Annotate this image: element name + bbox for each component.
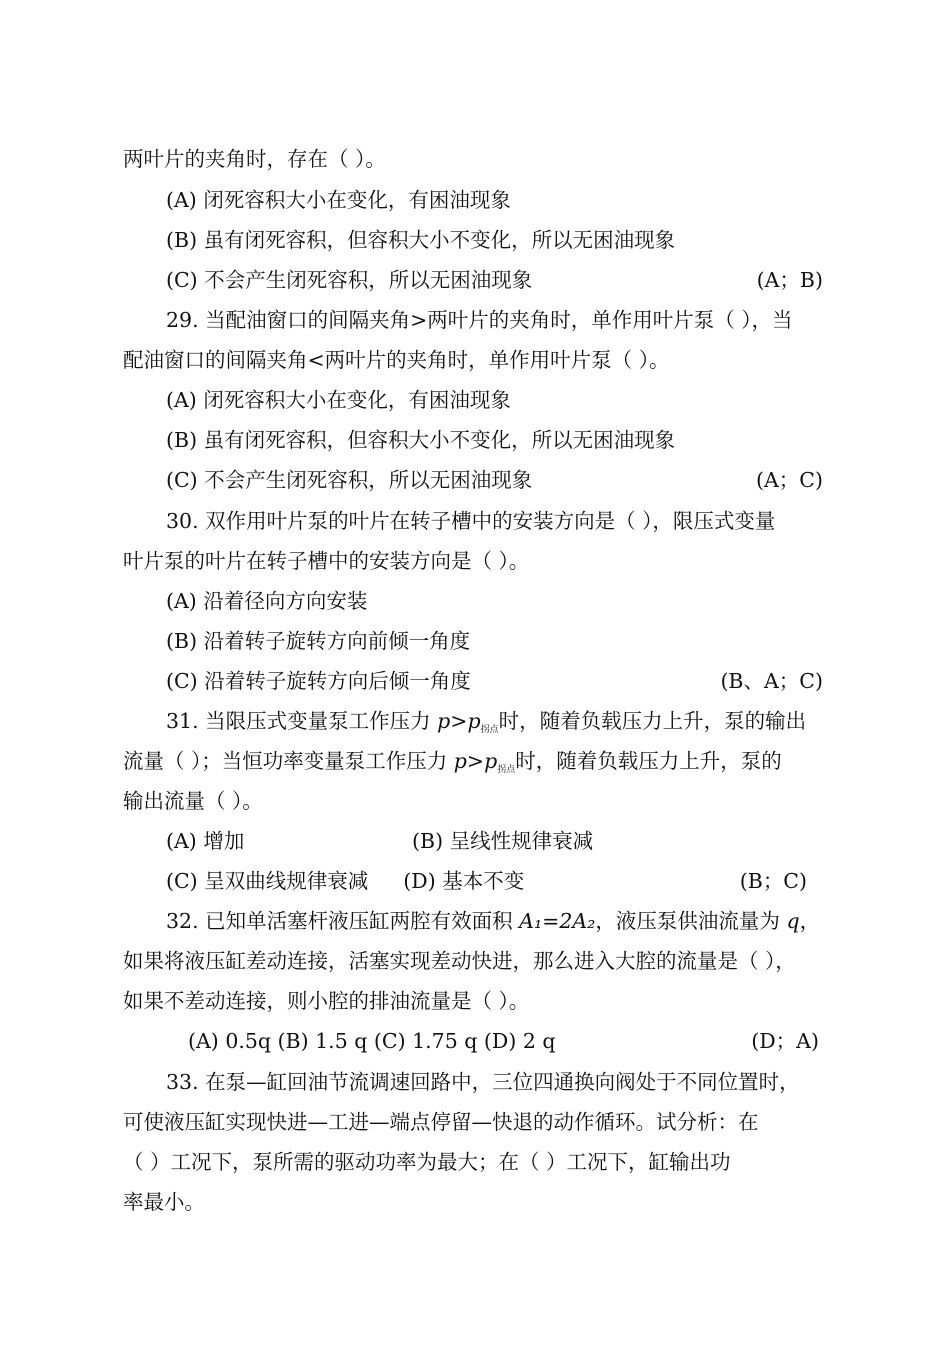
- q31-stem-line-3: 输出流量（ ）。: [123, 789, 263, 813]
- q32-text-1: 32. 已知单活塞杆液压缸两腔有效面积: [166, 909, 520, 933]
- q31-option-b: (B) 呈线性规律衰减: [412, 829, 594, 853]
- q31-formula-1: p>p: [437, 709, 481, 733]
- q29-option-a: (A) 闭死容积大小在变化，有困油现象: [166, 388, 511, 412]
- q29-stem-line-2: 配油窗口的间隔夹角<两叶片的夹角时，单作用叶片泵（ ）。: [123, 348, 670, 372]
- q31-options-row-1: [166, 821, 863, 861]
- q32-text-3: ，: [799, 909, 821, 933]
- q32-flow-symbol: q: [786, 909, 800, 933]
- q33-stem-line-1: 33. 在泵—缸回油节流调速回路中，三位四通换向阀处于不同位置时，: [166, 1070, 800, 1094]
- q31-formula-2: p>p: [453, 749, 498, 773]
- q28-option-c: (C) 不会产生闭死容积，所以无困油现象: [166, 268, 533, 292]
- q28-option-c-row: [166, 260, 863, 300]
- q30-stem-line-2: 叶片泵的叶片在转子槽中的安装方向是（ ）。: [123, 549, 530, 573]
- q31-stem-line-1: [166, 701, 863, 741]
- q30-option-c: (C) 沿着转子旋转方向后倾一角度: [166, 669, 471, 693]
- q32-stem-line-3: 如果不差动连接，则小腔的排油流量是（ ）。: [123, 989, 530, 1013]
- q28-answer: (A；B): [756, 268, 823, 292]
- q31-subscript-1: 拐点: [480, 725, 499, 735]
- q32-answer: (D；A): [751, 1029, 819, 1053]
- q30-stem-line-1: 30. 双作用叶片泵的叶片在转子槽中的安装方向是（ ），限压式变量: [166, 509, 776, 533]
- q32-stem-line-2: 如果将液压缸差动连接，活塞实现差动快进，那么进入大腔的流量是（ ），: [123, 949, 796, 973]
- q32-area-formula: A₁=2A₂: [519, 909, 596, 933]
- q32-stem-line-1: [166, 901, 863, 941]
- q31-option-a: (A) 增加: [166, 829, 245, 853]
- q29-option-b: (B) 虽有闭死容积，但容积大小不变化，所以无困油现象: [166, 428, 676, 452]
- q31-stem-line-2: [123, 741, 863, 781]
- q31-text-2: 时，随着负载压力上升，泵的输出: [498, 709, 807, 733]
- q31-option-c: (C) 呈双曲线规律衰减: [166, 869, 369, 893]
- q31-answer: (B；C): [739, 869, 807, 893]
- q31-text-4: 时，随着负载压力上升，泵的: [515, 749, 782, 773]
- q32-options-row: [188, 1021, 863, 1061]
- q28-option-a: (A) 闭死容积大小在变化，有困油现象: [166, 188, 511, 212]
- q30-answer: (B、A；C): [720, 669, 823, 693]
- q31-text-1: 31. 当限压式变量泵工作压力: [166, 709, 438, 733]
- q31-subscript-2: 拐点: [497, 765, 516, 775]
- q33-stem-line-3: （ ）工况下，泵所需的驱动功率为最大；在（ ）工况下，缸输出功: [123, 1150, 731, 1174]
- q30-option-b: (B) 沿着转子旋转方向前倾一角度: [166, 629, 471, 653]
- q30-option-c-row: [166, 661, 863, 701]
- q32-options: (A) 0.5q (B) 1.5 q (C) 1.75 q (D) 2 q: [188, 1029, 556, 1053]
- q29-stem-line-1: 29. 当配油窗口的间隔夹角>两叶片的夹角时，单作用叶片泵（ ），当: [166, 308, 793, 332]
- q28-stem-continuation: 两叶片的夹角时，存在（ ）。: [123, 147, 386, 171]
- q31-option-d: (D) 基本不变: [403, 869, 525, 893]
- q29-option-c: (C) 不会产生闭死容积，所以无困油现象: [166, 468, 533, 492]
- q29-answer: (A；C): [756, 468, 823, 492]
- q31-options-row-2: [166, 861, 863, 901]
- q32-text-2: ，液压泵供油流量为: [595, 909, 787, 933]
- q30-option-a: (A) 沿着径向方向安装: [166, 589, 368, 613]
- q28-option-b: (B) 虽有闭死容积，但容积大小不变化，所以无困油现象: [166, 228, 676, 252]
- q31-text-3: 流量（ ）；当恒功率变量泵工作压力: [123, 749, 454, 773]
- q29-option-c-row: [166, 460, 863, 500]
- q33-stem-line-4: 率最小。: [123, 1190, 205, 1214]
- q33-stem-line-2: 可使液压缸实现快进—工进—端点停留—快退的动作循环。试分析：在: [123, 1110, 759, 1134]
